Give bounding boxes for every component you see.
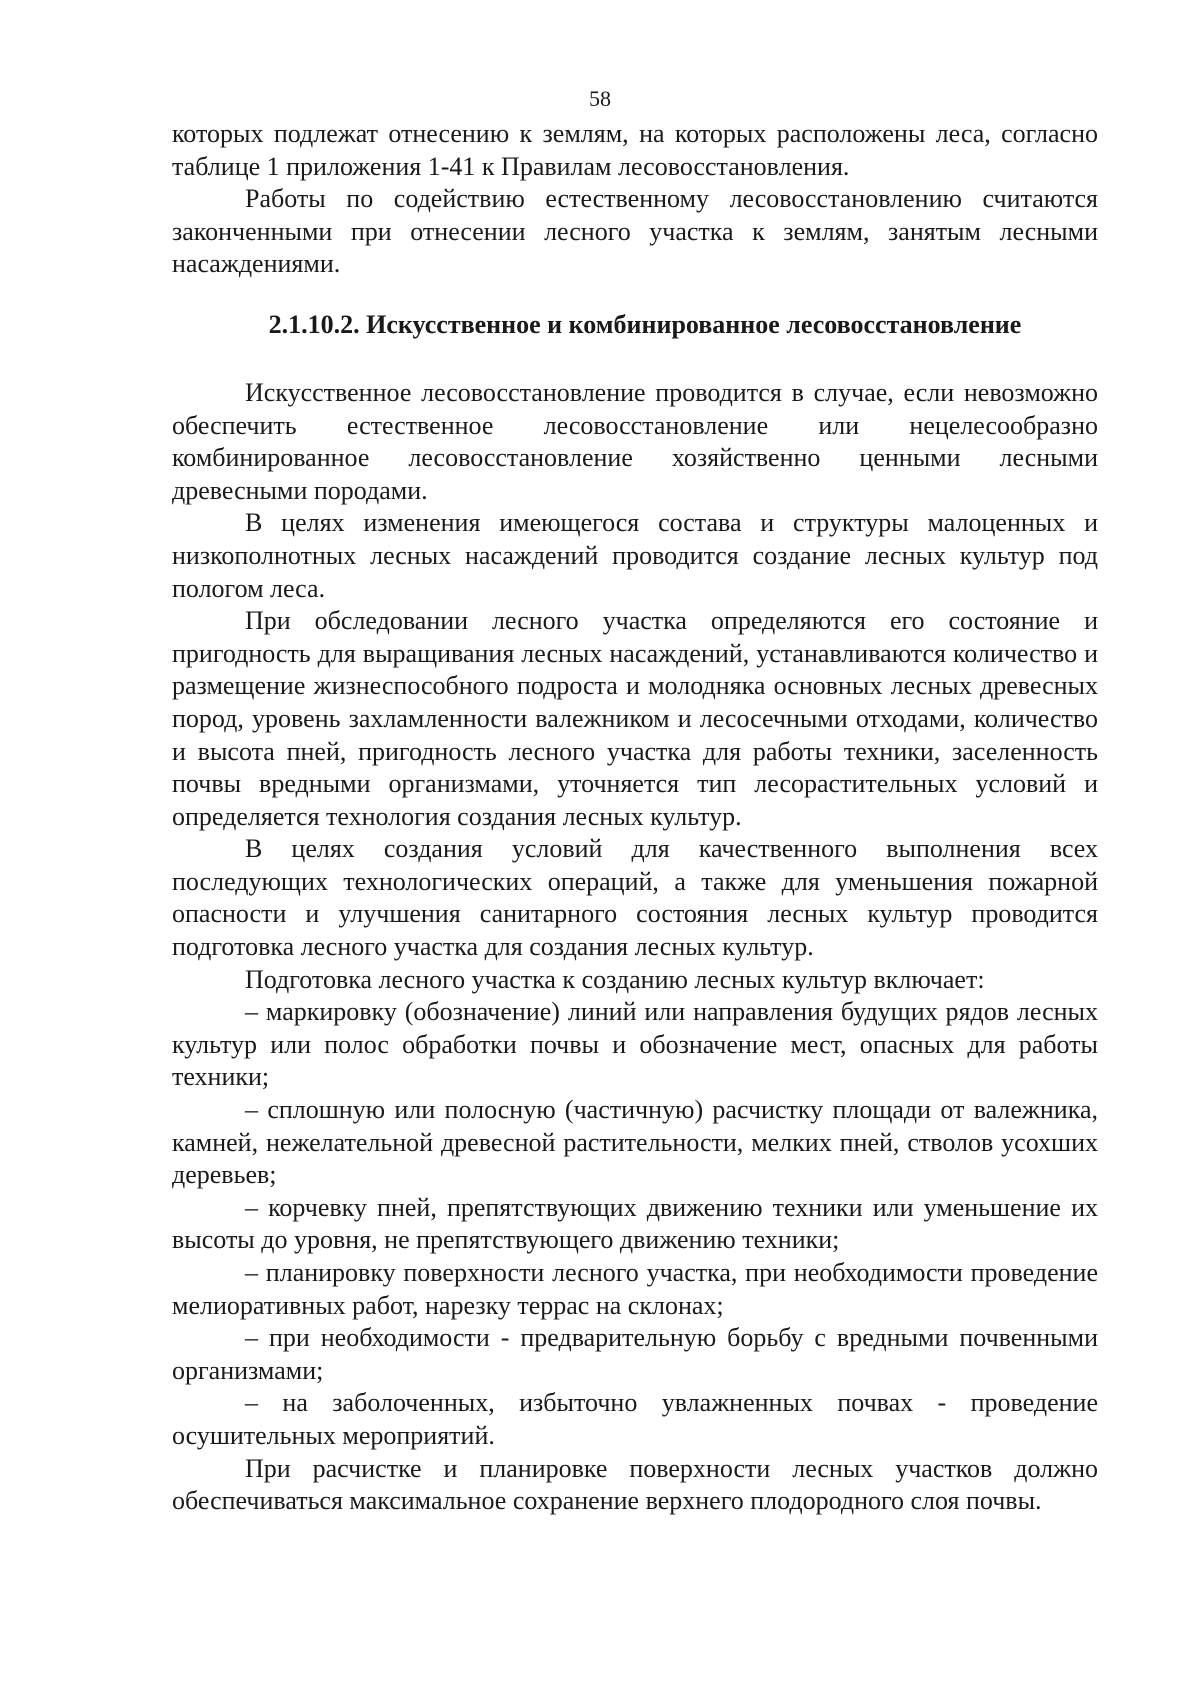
- paragraph: Подготовка лесного участка к созданию лесных культур включает:: [245, 964, 985, 994]
- paragraph: Искусственное лесовосстановление проводится в случае, если невозможно обеспечить естественное лесовосстановление или нецелесообразно комбинированное лесовосстановление хозяйственно ценными лесными древесными породами.: [172, 377, 1098, 505]
- page-number: 58: [589, 86, 611, 111]
- paragraph: При расчистке и планировке поверхности лесных участков должно обеспечиваться максимальное сохранение верхнего плодородного слоя почвы.: [172, 1453, 1098, 1516]
- list-item: – корчевку пней, препятствующих движению техники или уменьшение их высоты до уровня, не препятствующего движению техники;: [172, 1192, 1098, 1255]
- section-heading: 2.1.10.2. Искусственное и комбинированное лесовосстановление: [268, 309, 1022, 339]
- paragraph: Работы по содействию естественному лесовосстановлению считаются законченными при отнесении лесного участка к землям, занятым лесными насаждениями.: [172, 184, 1098, 279]
- document-body: [172, 118, 1098, 1518]
- list-item: – сплошную или полосную (частичную) расчистку площади от валежника, камней, нежелательной древесной растительности, мелких пней, стволов усохших деревьев;: [172, 1095, 1098, 1190]
- paragraph: В целях изменения имеющегося состава и структуры малоценных и низкополнотных лесных насаждений проводится создание лесных культур под пологом леса.: [172, 508, 1098, 603]
- list-item: – маркировку (обозначение) линий или направления будущих рядов лесных культур или полос обработки почвы и обозначение мест, опасных для работы техники;: [172, 997, 1098, 1092]
- paragraph-continuation: которых подлежат отнесению к землям, на которых расположены леса, согласно таблице 1 приложения 1-41 к Правилам лесовосстановления.: [172, 119, 1098, 181]
- paragraph: При обследовании лесного участка определяются его состояние и пригодность для выращивания лесных насаждений, устанавливаются количество и размещение жизнеспособного подроста и молодняка основных лесных древесных пород, уровень захламленности валежником и лесосечными отходами, количество и высота пней, пригодность лесного участка для работы техники, заселенность почвы вредными организмами, уточняется тип лесорастительных условий и определяется технология создания лесных культур.: [172, 606, 1098, 831]
- list-item: – при необходимости - предварительную борьбу с вредными почвенными организмами;: [172, 1323, 1098, 1385]
- list-item: – на заболоченных, избыточно увлажненных почвах - проведение осушительных мероприятий.: [172, 1388, 1098, 1450]
- paragraph: В целях создания условий для качественного выполнения всех последующих технологических операций, а также для уменьшения пожарной опасности и улучшения санитарного состояния лесных культур проводится подготовка лесного участка для создания лесных культур.: [172, 834, 1098, 962]
- list-item: – планировку поверхности лесного участка, при необходимости проведение мелиоративных работ, нарезку террас на склонах;: [172, 1258, 1098, 1320]
